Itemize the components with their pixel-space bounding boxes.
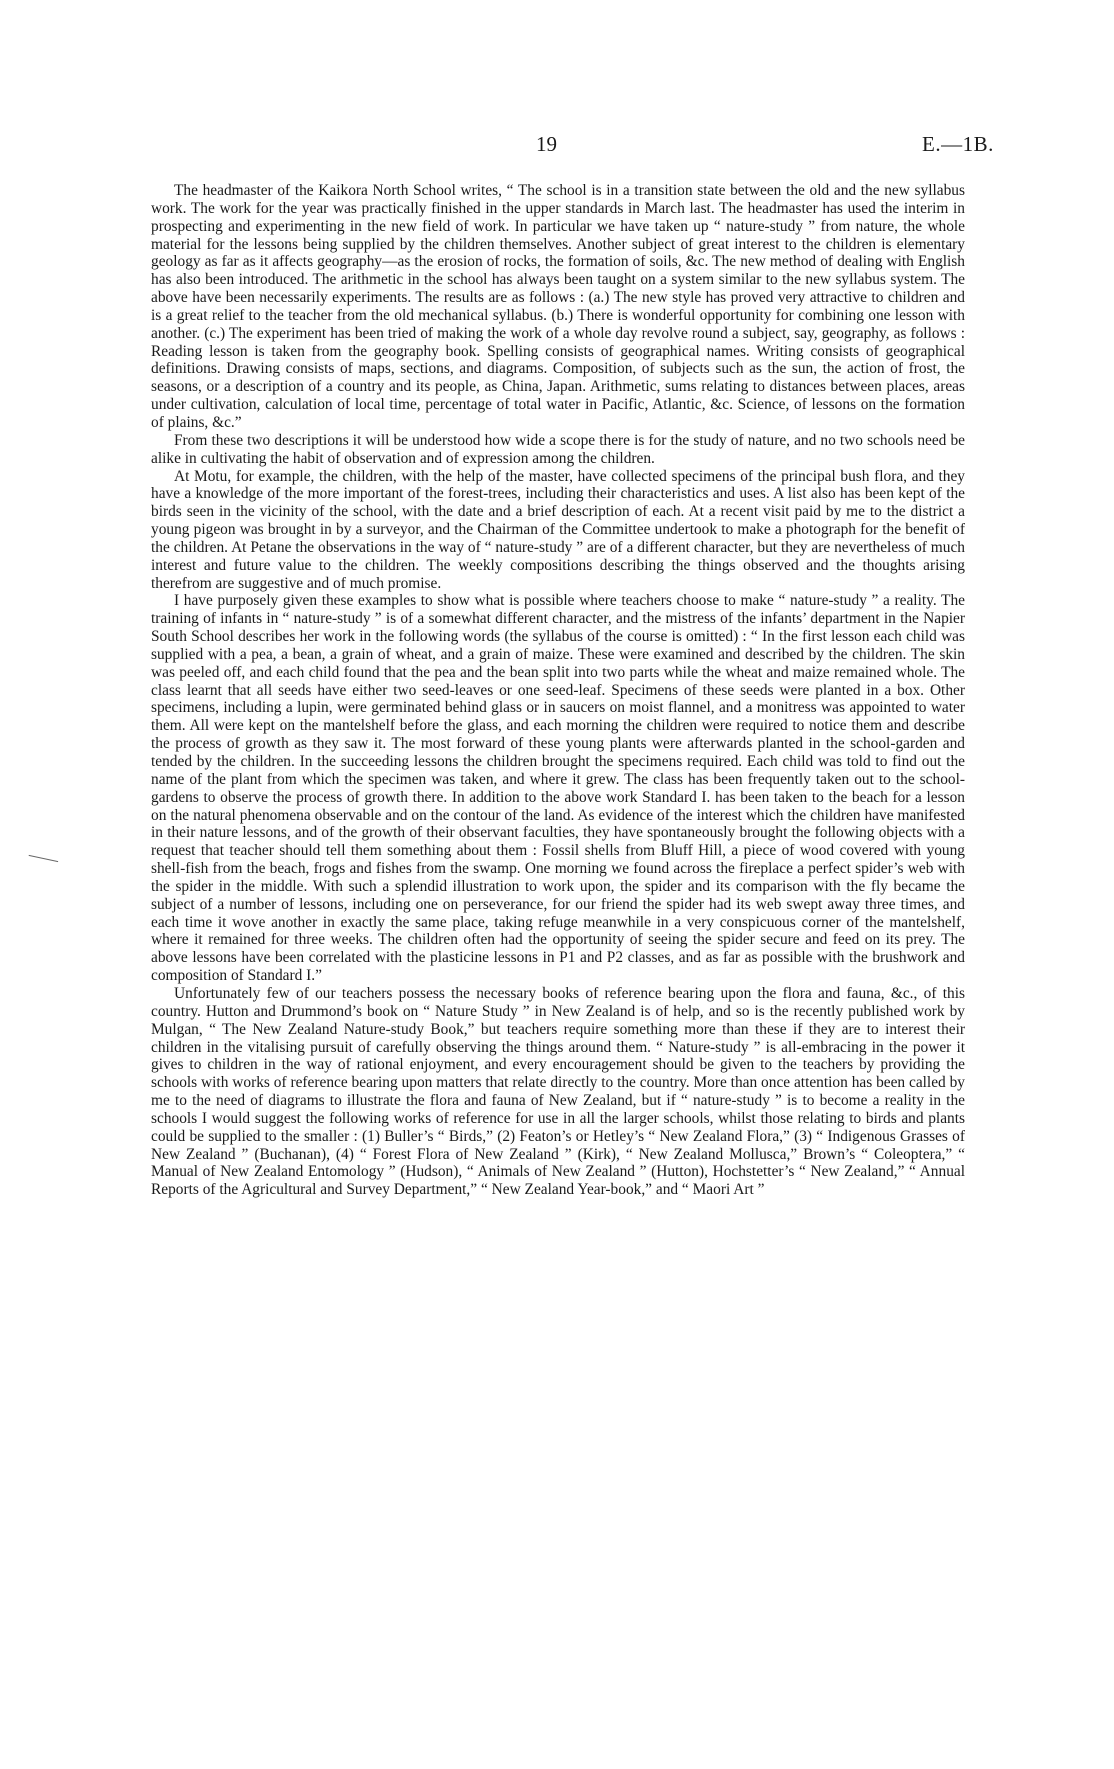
paragraph-scope: From these two descriptions it will be understood how wide a scope there is for the study of nature, and no two schools need be alike in cultivating the habit of observation and of expression among the children. bbox=[151, 431, 965, 467]
body-text bbox=[151, 182, 965, 1199]
margin-mark bbox=[28, 855, 58, 866]
page-number: 19 bbox=[536, 132, 557, 156]
paragraph-motu: At Motu, for example, the children, with the help of the master, have collected specimens of the principal bush flora, and they have a knowledge of the more important of the forest-trees, including their characteristics and uses. A list also has been kept of the birds seen in the vicinity of the school, with the date and a brief description of each. At a recent visit paid by me to the district a young pigeon was brought in by a surveyor, and the Chairman of the Committee undertook to make a photograph for the benefit of the children. At Petane the observations in the way of “ nature-study ” are of a different character, but they are nevertheless of much interest and future value to the children. The weekly compositions describing the things observed and the thoughts arising therefrom are suggestive and of much promise. bbox=[151, 467, 965, 592]
paragraph-infants: I have purposely given these examples to show what is possible where teachers choose to make “ nature-study ” a reality. The training of infants in “ nature-study ” is of a somewhat different character, and the mistress of the infants’ department in the Napier South School describes her work in the following words (the syllabus of the course is omitted) : “ In the first lesson each child was supplied with a pea, a bean, a grain of wheat, and a grain of maize. These were examined and described by the children. The skin was peeled off, and each child found that the pea and the bean split into two parts while the wheat and maize remained whole. The class learnt that all seeds have either two seed-leaves or one seed-leaf. Specimens of these seeds were planted in a box. Other specimens, including a lupin, were germinated behind glass or in saucers on moist flannel, and a monitress was appointed to water them. All were kept on the mantelshelf before the glass, and each morning the children were required to notice them and describe the process of growth as they saw it. The most forward of these young plants were afterwards planted in the school-garden and tended by the children. In the succeeding lessons the children brought the specimens required. Each child was told to find out the name of the plant from which the specimen was taken, and where it grew. The class has been frequently taken out to the school-gardens to observe the process of growth there. In addition to the above work Standard I. has been taken to the beach for a lesson on the natural phenomena observable and on the contour of the land. As evidence of the interest which the children have manifested in their nature lessons, and of the growth of their observant faculties, they have spontaneously brought the following objects with a request that teacher should tell them something about them : Fossil shells from Bluff Hill, a piece of wood covered with young shell-fish from the beach, frogs and fishes from the swamp. One morning we found across the fireplace a perfect spider’s web with the spider in the middle. With such a splendid illustration to work upon, the spider and its comparison with the fly became the subject of a number of lessons, including one on perseverance, for our friend the spider had its web swept away three times, and each time it wove another in exactly the same place, taking refuge meanwhile in a very conspicuous corner of the mantelshelf, where it remained for three weeks. The children often had the opportunity of seeing the spider secure and feed on its prey. The above lessons have been correlated with the plasticine lessons in P1 and P2 classes, and as far as possible with the brushwork and composition of Standard I.” bbox=[151, 592, 965, 985]
series-code: E.—1B. bbox=[922, 132, 994, 156]
paragraph-reference-books: Unfortunately few of our teachers possess the necessary books of reference bearing upon the flora and fauna, &c., of this country. Hutton and Drummond’s book on “ Nature Study ” in New Zealand is of help, and so is the recently published work by Mulgan, “ The New Zealand Nature-study Book,” but teachers require something more than these if they are to interest their children in the vitalising pursuit of carefully observing the things around them. “ Nature-study ” is all-embracing in the power it gives to children in the way of rational enjoyment, and every encouragement should be given to the teachers by providing the schools with works of reference bearing upon matters that relate directly to the country. More than once attention has been called by me to the need of diagrams to illustrate the flora and fauna of New Zealand, but if “ nature-study ” is to become a reality in the schools I would suggest the following works of reference for use in all the larger schools, whilst those relating to birds and plants could be supplied to the smaller : (1) Buller’s “ Birds,” (2) Featon’s or Hetley’s “ New Zealand Flora,” (3) “ Indigenous Grasses of New Zealand ” (Buchanan), (4) “ Forest Flora of New Zealand ” (Kirk), “ New Zealand Mollusca,” Brown’s “ Coleoptera,” “ Manual of New Zealand Entomology ” (Hudson), “ Animals of New Zealand ” (Hutton), Hochstetter’s “ New Zealand,” “ Annual Reports of the Agricultural and Survey Department,” “ New Zealand Year-book,” and “ Maori Art ” bbox=[151, 984, 965, 1199]
paragraph-kaikora: The headmaster of the Kaikora North School writes, “ The school is in a transition state between the old and the new syllabus work. The work for the year was practically finished in the upper standards in March last. The headmaster has used the interim in prospecting and experimenting in the new field of work. In particular we have taken up “ nature-study ” from nature, the whole material for the lessons being supplied by the children themselves. Another subject of great interest to the children is elementary geology as far as it affects geography—as the erosion of rocks, the formation of soils, &c. The new method of dealing with English has also been introduced. The arithmetic in the school has always been taught on a system similar to the new syllabus system. The above have been necessarily experiments. The results are as follows : (a.) The new style has proved very attractive to children and is a great relief to the teacher from the old mechanical syllabus. (b.) There is wonderful opportunity for combining one lesson with another. (c.) The experiment has been tried of making the work of a whole day revolve round a subject, say, geography, as follows : Reading lesson is taken from the geography book. Spelling consists of geographical names. Writing consists of geographical definitions. Drawing consists of maps, sections, and diagrams. Composition, of subjects such as the sun, the action of frost, the seasons, or a description of a country and its people, as China, Japan. Arithmetic, sums relating to distances between places, areas under cultivation, calculation of local time, percentage of total water in Pacific, Atlantic, &c. Science, of lessons on the formation of plains, &c.” bbox=[151, 182, 965, 431]
